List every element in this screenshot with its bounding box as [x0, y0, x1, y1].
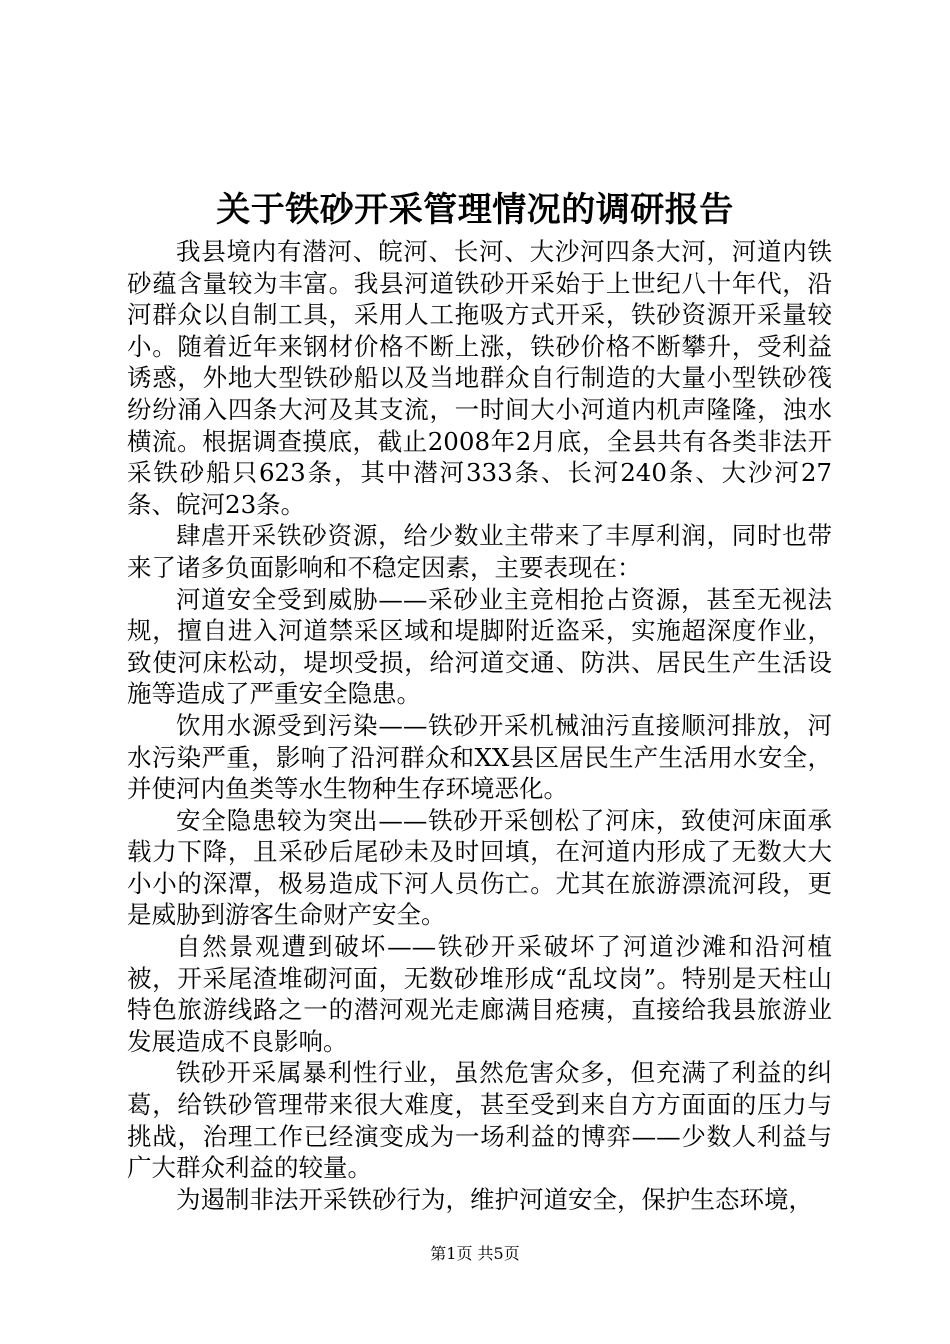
paragraph-3: 河道安全受到威胁——采砂业主竞相抢占资源，甚至无视法规，擅自进入河道禁采区域和堤脚附近盗采，实施超深度作业，致使河床松动，堤坝受损，给河道交通、防洪、居民生产生活设施等造成了严重安全隐患。 — [127, 584, 832, 709]
document-title: 关于铁砂开采管理情况的调研报告 — [216, 190, 734, 230]
paragraph-2: 肆虐开采铁砂资源，给少数业主带来了丰厚利润，同时也带来了诸多负面影响和不稳定因素，主要表现在： — [127, 521, 832, 582]
paragraph-4: 饮用水源受到污染——铁砂开采机械油污直接顺河排放，河水污染严重，影响了沿河群众和XX县区居民生产生活用水安全，并使河内鱼类等水生物种生存环境恶化。 — [127, 710, 832, 804]
page-footer: 第1页 共5页 — [430, 1244, 520, 1263]
document-body — [127, 236, 832, 1215]
paragraph-1: 我县境内有潜河、皖河、长河、大沙河四条大河，河道内铁砂蕴含量较为丰富。我县河道铁砂开采始于上世纪八十年代，沿河群众以自制工具，采用人工拖吸方式开采，铁砂资源开采量较小。随着近年来钢材价格不断上涨，铁砂价格不断攀升，受利益诱惑，外地大型铁砂船以及当地群众自行制造的大量小型铁砂筏纷纷涌入四条大河及其支流，一时间大小河道内机声隆隆，浊水横流。根据调查摸底，截止2008年2月底，全县共有各类非法开采铁砂船只623条，其中潜河333条、长河240条、大沙河27条、皖河23条。 — [127, 237, 832, 519]
paragraph-7: 铁砂开采属暴利性行业，虽然危害众多，但充满了利益的纠葛，给铁砂管理带来很大难度，甚至受到来自方方面面的压力与挑战，治理工作已经演变成为一场利益的博弈——少数人利益与广大群众利益的较量。 — [127, 1058, 832, 1183]
paragraph-8: 为遏制非法开采铁砂行为，维护河道安全，保护生态环境， — [176, 1184, 813, 1214]
paragraph-5: 安全隐患较为突出——铁砂开采刨松了河床，致使河床面承载力下降，且采砂后尾砂未及时回填，在河道内形成了无数大大小小的深潭，极易造成下河人员伤亡。尤其在旅游漂流河段，更是威胁到游客生命财产安全。 — [127, 805, 832, 930]
paragraph-6: 自然景观遭到破坏——铁砂开采破坏了河道沙滩和沿河植被，开采尾渣堆砌河面，无数砂堆形成“乱坟岗”。特别是天柱山特色旅游线路之一的潜河观光走廊满目疮痍，直接给我县旅游业发展造成不良影响。 — [127, 932, 832, 1056]
